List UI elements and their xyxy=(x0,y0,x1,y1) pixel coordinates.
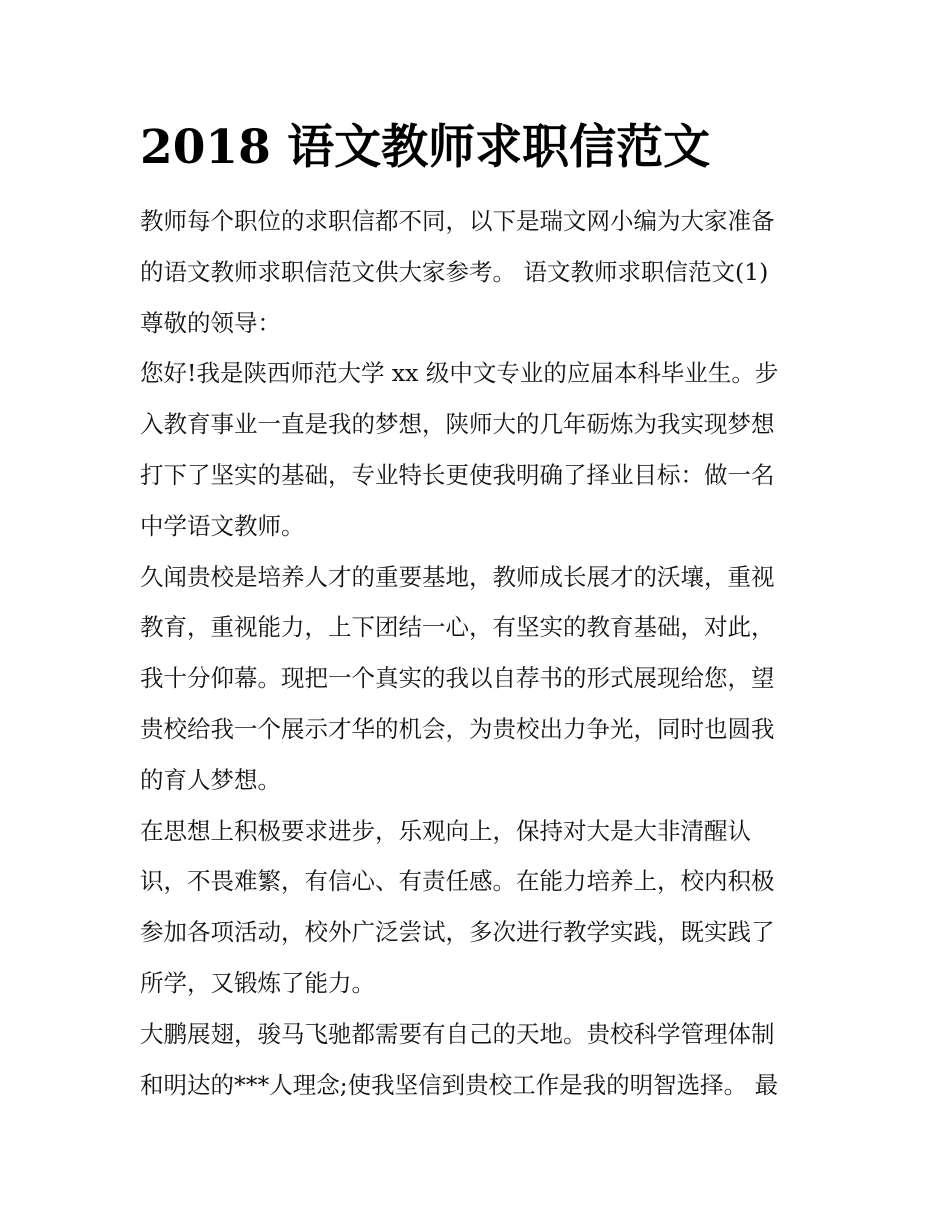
body-line: 我十分仰幕。现把一个真实的我以自荐书的形式展现给您，望 xyxy=(140,664,775,693)
body-line: 大鹏展翅，骏马飞驰都需要有自己的天地。贵校科学管理体制 xyxy=(140,1019,775,1048)
body-line: 识，不畏难繁，有信心、有责任感。在能力培养上，校内积极 xyxy=(140,867,775,896)
body-line: 尊敬的领导： xyxy=(140,308,281,337)
body-line: 久闻贵校是培养人才的重要基地，教师成长展才的沃壤，重视 xyxy=(140,562,775,591)
body-line: 打下了坚实的基础，专业特长更使我明确了择业目标：做一名 xyxy=(140,460,775,489)
document-body xyxy=(140,196,830,1110)
body-line: 教师每个职位的求职信都不同，以下是瑞文网小编为大家准备 xyxy=(140,207,775,235)
document-title: 2018 语文教师求职信范文 xyxy=(140,120,711,175)
body-line: 您好!我是陕西师范大学 xx 级中文专业的应届本科毕业生。步 xyxy=(140,359,779,388)
body-line: 参加各项活动，校外广泛尝试，多次进行教学实践，既实践了 xyxy=(140,918,775,947)
body-line: 教育，重视能力，上下团结一心，有坚实的教育基础，对此， xyxy=(140,613,775,642)
body-line: 中学语文教师。 xyxy=(140,511,305,540)
body-line: 和明达的***人理念;使我坚信到贵校工作是我的明智选择。 最 xyxy=(140,1070,779,1099)
body-line: 的语文教师求职信范文供大家参考。 语文教师求职信范文(1) xyxy=(140,257,769,286)
body-line: 贵校给我一个展示才华的机会，为贵校出力争光，同时也圆我 xyxy=(140,714,775,743)
body-line: 所学，又锻炼了能力。 xyxy=(140,968,375,997)
body-line: 入教育事业一直是我的梦想，陕师大的几年砺炼为我实现梦想 xyxy=(140,410,775,439)
body-line: 的育人梦想。 xyxy=(140,765,281,794)
body-line: 在思想上积极要求进步，乐观向上，保持对大是大非清醒认 xyxy=(140,816,751,845)
